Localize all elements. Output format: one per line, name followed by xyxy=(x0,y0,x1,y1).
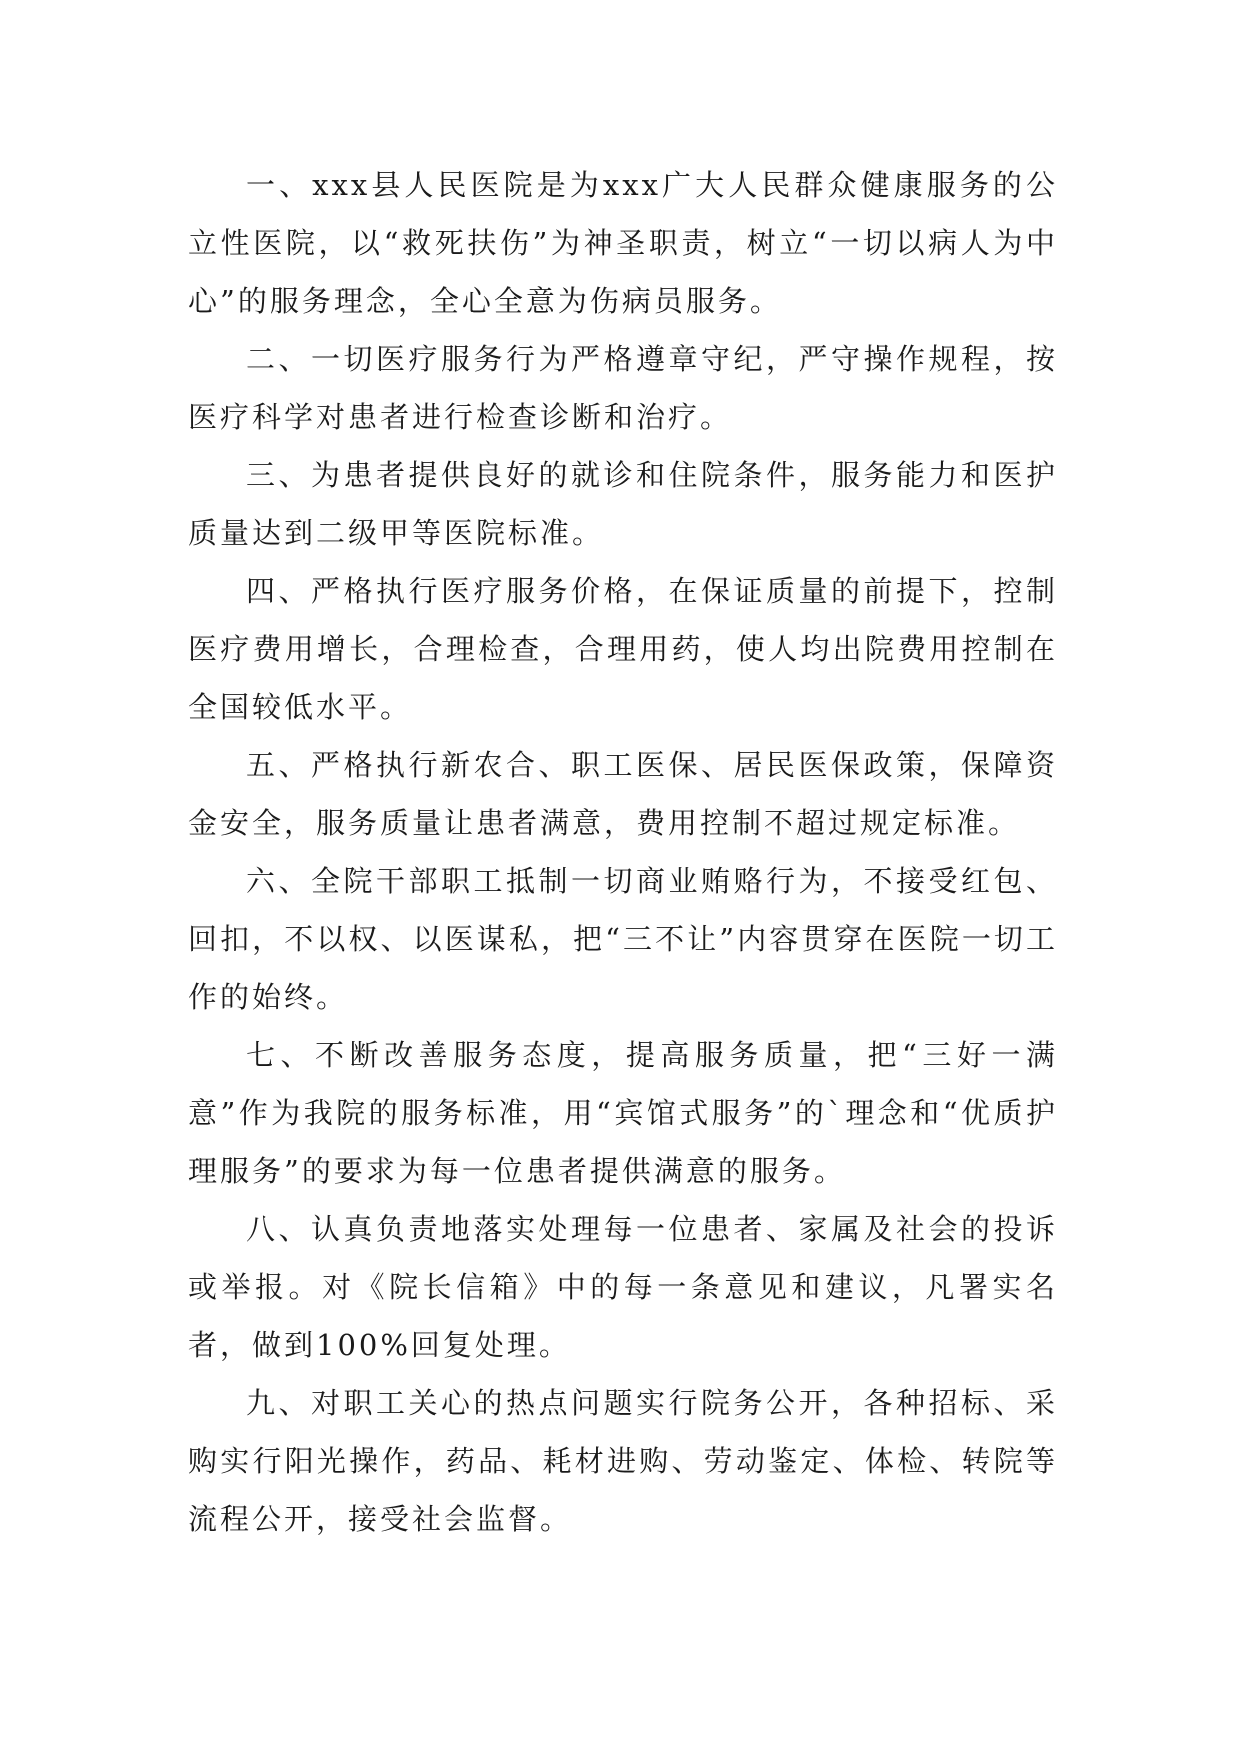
paragraph-8: 八、认真负责地落实处理每一位患者、家属及社会的投诉或举报。对《院长信箱》中的每一条意见和建议，凡署实名者，做到100%回复处理。 xyxy=(188,1212,1058,1362)
paragraph-1: 一、xxx县人民医院是为xxx广大人民群众健康服务的公立性医院，以“救死扶伤”为神圣职责，树立“一切以病人为中心”的服务理念，全心全意为伤病员服务。 xyxy=(188,168,1058,318)
paragraph-9: 九、对职工关心的热点问题实行院务公开，各种招标、采购实行阳光操作，药品、耗材进购、劳动鉴定、体检、转院等流程公开，接受社会监督。 xyxy=(188,1386,1058,1536)
paragraph-3: 三、为患者提供良好的就诊和住院条件，服务能力和医护质量达到二级甲等医院标准。 xyxy=(188,458,1058,550)
paragraph-6: 六、全院干部职工抵制一切商业贿赂行为，不接受红包、回扣，不以权、以医谋私，把“三不让”内容贯穿在医院一切工作的始终。 xyxy=(188,864,1058,1014)
document-body xyxy=(188,156,1058,1548)
paragraph-4: 四、严格执行医疗服务价格，在保证质量的前提下，控制医疗费用增长，合理检查，合理用药，使人均出院费用控制在全国较低水平。 xyxy=(188,574,1058,724)
paragraph-7: 七、不断改善服务态度，提高服务质量，把“三好一满意”作为我院的服务标准，用“宾馆式服务”的`理念和“优质护理服务”的要求为每一位患者提供满意的服务。 xyxy=(188,1038,1058,1188)
paragraph-2: 二、一切医疗服务行为严格遵章守纪，严守操作规程，按医疗科学对患者进行检查诊断和治疗。 xyxy=(188,342,1058,434)
paragraph-5: 五、严格执行新农合、职工医保、居民医保政策，保障资金安全，服务质量让患者满意，费用控制不超过规定标准。 xyxy=(188,748,1058,840)
